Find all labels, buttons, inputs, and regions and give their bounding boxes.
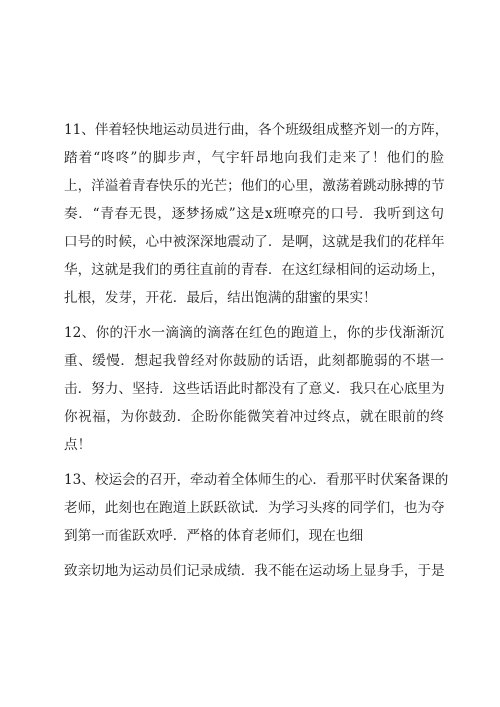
text-line: 口号的时候，心中被深深地震动了．是啊，这就是我们的花样年 [64,234,445,250]
text-line: 你祝福，为你鼓劲．企盼你能微笑着冲过终点，就在眼前的终 [64,409,444,425]
paragraph-13 [64,466,449,550]
paragraph-continuation [64,557,444,585]
paragraph-12 [64,319,444,459]
text-line: 踏着“咚咚”的脚步声，气宇轩昂地向我们走来了！他们的脸 [64,150,444,166]
text-line: 扎根，发芽，开花．最后，结出饱满的甜蜜的果实！ [64,290,377,306]
text-line: 奏．“青春无畏，逐梦扬威”这是x班嘹亮的口号．我听到这句 [64,206,444,222]
text-line: 12、你的汗水一滴滴的滴落在红色的跑道上，你的步伐渐渐沉 [64,325,444,341]
text-line: 致亲切地为运动员们记录成绩．我不能在运动场上显身手，于是 [64,563,445,579]
text-line: 13、校运会的召开，牵动着全体师生的心．看那平时伏案备课的 [64,472,449,488]
text-line: 点！ [64,437,92,453]
text-line: 11、伴着轻快地运动员进行曲，各个班级组成整齐划一的方阵， [64,122,449,138]
paragraph-11 [64,116,449,312]
text-line: 上，洋溢着青春快乐的光芒；他们的心里，激荡着跳动脉搏的节 [64,178,445,194]
text-line: 华，这就是我们的勇往直前的青春．在这红绿相间的运动场上， [64,262,445,278]
text-line: 老师，此刻也在跑道上跃跃欲试．为学习头疼的同学们，也为夺 [64,500,445,516]
text-line: 击．努力、坚持．这些话语此时都没有了意义．我只在心底里为 [64,381,445,397]
text-line: 重、缓慢．想起我曾经对你鼓励的话语，此刻都脆弱的不堪一 [64,353,444,369]
text-line: 到第一而雀跃欢呼．严格的体育老师们，现在也细 [64,528,364,544]
